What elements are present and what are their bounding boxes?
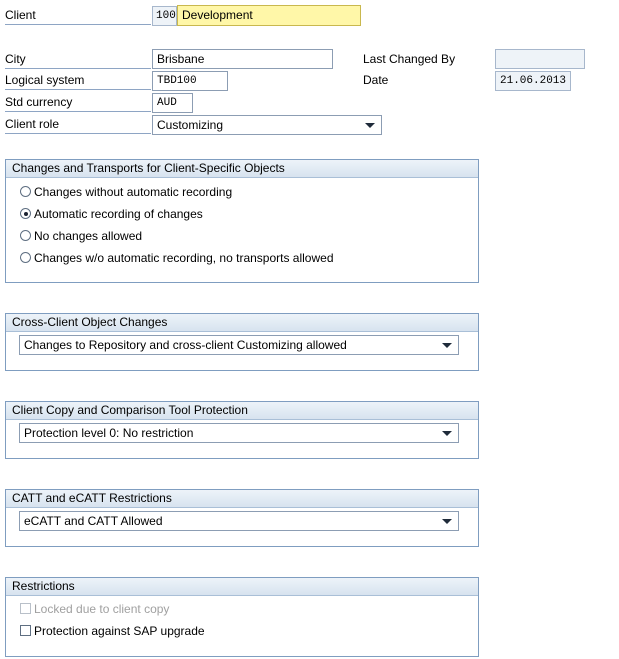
last-changed-by-field xyxy=(495,49,585,69)
chevron-down-icon xyxy=(442,431,452,436)
checkbox-label: Locked due to client copy xyxy=(34,602,170,616)
cross-client-group xyxy=(5,313,479,371)
radio-option-no-transports[interactable] xyxy=(20,248,334,268)
radio-button[interactable] xyxy=(20,186,31,197)
client-copy-group xyxy=(5,401,479,459)
changes-transports-group xyxy=(5,159,479,283)
catt-value: eCATT and CATT Allowed xyxy=(24,514,163,528)
city-input[interactable]: Brisbane xyxy=(152,49,333,69)
client-role-label: Client role xyxy=(5,116,151,134)
radio-option-no-auto-recording[interactable] xyxy=(20,182,232,202)
checkbox[interactable] xyxy=(20,625,31,636)
client-role-select[interactable] xyxy=(152,115,382,135)
radio-label: Automatic recording of changes xyxy=(34,207,203,221)
client-label: Client xyxy=(5,7,151,25)
radio-option-no-changes[interactable] xyxy=(20,226,142,246)
checkbox xyxy=(20,603,31,614)
chevron-down-icon xyxy=(365,123,375,128)
radio-button[interactable] xyxy=(20,252,31,263)
date-field: 21.06.2013 xyxy=(495,71,571,91)
radio-button-selected[interactable] xyxy=(20,208,31,219)
cross-client-title: Cross-Client Object Changes xyxy=(6,314,478,332)
client-copy-select[interactable] xyxy=(19,423,459,443)
std-currency-label: Std currency xyxy=(5,94,151,112)
checkbox-label: Protection against SAP upgrade xyxy=(34,624,205,638)
locked-client-copy-checkbox-row xyxy=(20,599,169,619)
chevron-down-icon xyxy=(442,343,452,348)
catt-group xyxy=(5,489,479,547)
changes-transports-title: Changes and Transports for Client-Specific Objects xyxy=(6,160,478,178)
logical-system-label: Logical system xyxy=(5,72,151,90)
radio-label: No changes allowed xyxy=(34,229,143,243)
client-name-input[interactable]: Development xyxy=(177,5,361,26)
date-label: Date xyxy=(363,73,389,87)
std-currency-input[interactable]: AUD xyxy=(152,93,193,113)
client-copy-value: Protection level 0: No restriction xyxy=(24,426,194,440)
last-changed-by-label: Last Changed By xyxy=(363,52,456,66)
catt-title: CATT and eCATT Restrictions xyxy=(6,490,478,508)
cross-client-value: Changes to Repository and cross-client Customizing allowed xyxy=(24,338,347,352)
chevron-down-icon xyxy=(442,519,452,524)
restrictions-title: Restrictions xyxy=(6,578,478,596)
city-label: City xyxy=(5,51,151,69)
radio-button[interactable] xyxy=(20,230,31,241)
protection-sap-upgrade-checkbox-row[interactable] xyxy=(20,621,205,641)
radio-option-auto-recording[interactable] xyxy=(20,204,203,224)
catt-select[interactable] xyxy=(19,511,459,531)
cross-client-select[interactable] xyxy=(19,335,459,355)
radio-label: Changes w/o automatic recording, no transports allowed xyxy=(34,251,334,265)
logical-system-input[interactable]: TBD100 xyxy=(152,71,228,91)
client-role-value: Customizing xyxy=(157,118,224,132)
radio-label: Changes without automatic recording xyxy=(34,185,233,199)
client-number-field: 100 xyxy=(152,6,177,26)
restrictions-group xyxy=(5,577,479,657)
client-copy-title: Client Copy and Comparison Tool Protection xyxy=(6,402,478,420)
